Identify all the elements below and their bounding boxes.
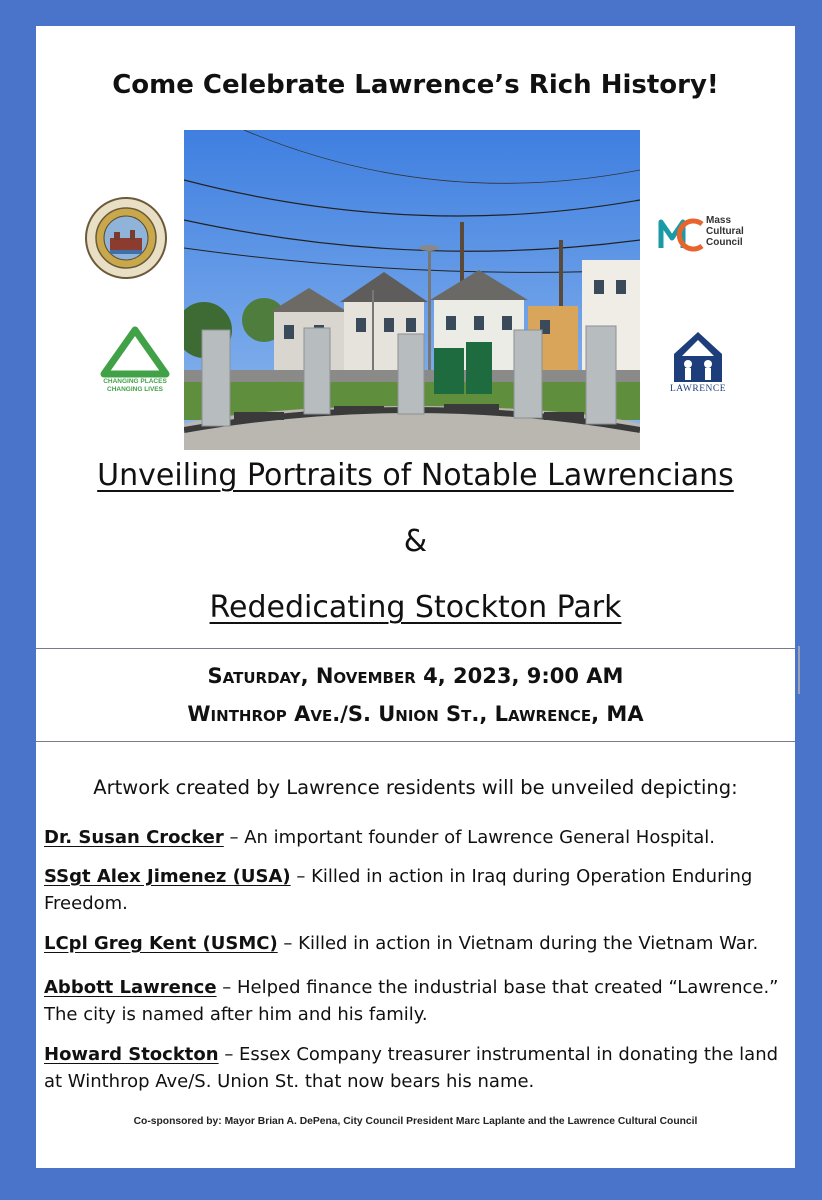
divider-tick — [798, 646, 800, 694]
honoree-entry — [44, 974, 789, 1028]
honoree-name: LCpl Greg Kent (USMC) — [44, 933, 278, 954]
title-unveiling: Unveiling Portraits of Notable Lawrencians — [97, 458, 734, 493]
honoree-entry — [44, 824, 789, 851]
honoree-desc: – Killed in action in Vietnam during the Vietnam War. — [277, 933, 759, 954]
honoree-name: Howard Stockton — [44, 1044, 219, 1065]
headline: Come Celebrate Lawrence’s Rich History! — [112, 70, 719, 100]
honoree-desc: – Essex Company treasurer instrumental in donating the land at Winthrop Ave/S. Union St. that now bears his name. — [44, 1044, 779, 1092]
mass-cultural-council-logo — [658, 214, 768, 256]
title-rededicating: Rededicating Stockton Park — [209, 590, 622, 625]
groundwork-logo — [98, 326, 168, 406]
flyer — [36, 26, 795, 1168]
groundwork-tagline — [98, 378, 172, 394]
groundwork-tagline-2: CHANGING LIVES — [107, 386, 163, 393]
city-seal-logo — [84, 196, 168, 280]
honoree-entry — [44, 1041, 789, 1095]
honoree-entry — [44, 930, 789, 957]
honoree-entry — [44, 863, 789, 917]
honoree-name: Abbott Lawrence — [44, 977, 217, 998]
divider-bottom — [36, 741, 795, 742]
ampersand: & — [403, 524, 428, 559]
groundwork-tagline-1: CHANGING PLACES — [103, 378, 167, 385]
honoree-name: SSgt Alex Jimenez (USA) — [44, 866, 291, 887]
divider-top — [36, 648, 795, 649]
event-location: Winthrop Ave./S. Union St., Lawrence, MA — [187, 702, 644, 726]
honoree-name: Dr. Susan Crocker — [44, 827, 224, 848]
lawrence-schools-logo — [658, 328, 738, 406]
cosponsor-note: Co-sponsored by: Mayor Brian A. DePena, City Council President Marc Laplante and the Lawrence Cultural Council — [133, 1116, 698, 1127]
lawrence-label: LAWRENCE — [669, 384, 726, 394]
honoree-desc: – An important founder of Lawrence General Hospital. — [223, 827, 715, 848]
event-date: Saturday, November 4, 2023, 9:00 AM — [207, 664, 624, 688]
mcc-label: Mass Cultural Council — [706, 215, 744, 248]
honoree-desc: – Helped finance the industrial base that created “Lawrence.” The city is named after him and his family. — [44, 977, 779, 1025]
honoree-desc: – Killed in action in Iraq during Operation Enduring Freedom. — [44, 866, 753, 914]
intro-text: Artwork created by Lawrence residents will be unveiled depicting: — [93, 776, 738, 799]
park-photo — [184, 130, 640, 450]
